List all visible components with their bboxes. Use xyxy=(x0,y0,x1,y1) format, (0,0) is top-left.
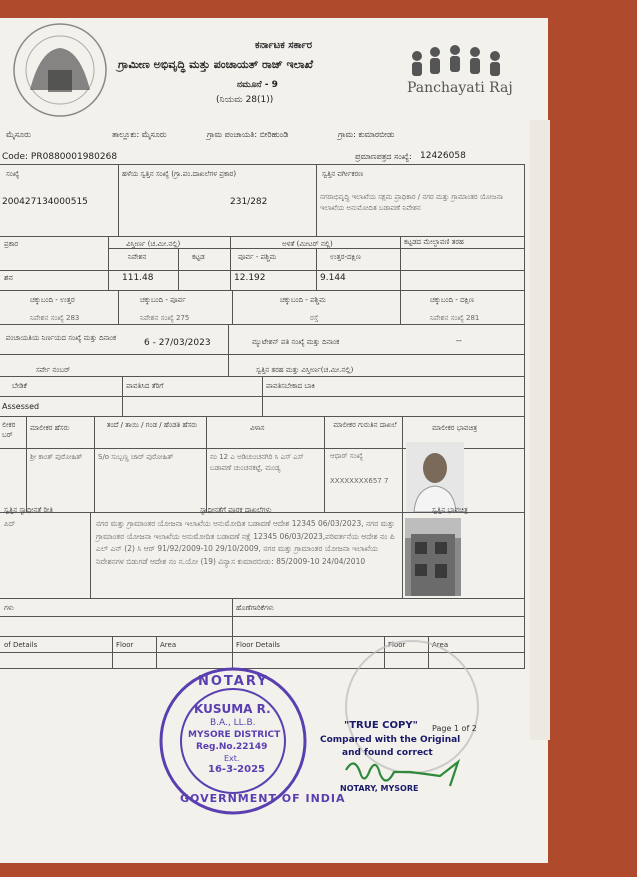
property-photo-header: ಸ್ವತ್ತಿನ ಭಾವಚಿತ್ರ xyxy=(432,506,468,514)
roof-type-header: ಕಟ್ಟಡದ ಮೇಲ್ಛಾವಣಿ ತರಹ xyxy=(404,238,464,246)
classification-value: ನಗರಾಭಿವೃದ್ಧಿ ಇಲಾಖೆಯ ಸಕ್ಷಮ ಪ್ರಾಧಿಕಾರ / ನಗರ ಮತ್ತು ಗ್ರಾಮಾಂತರ ಯೋಜನಾ ಇಲಾಖೆಯ ಅನುಮೋದಿತ ಬಡಾವಣೆ ನಿವೇಶನ xyxy=(320,193,503,212)
resolution-value: 6 - 27/03/2023 xyxy=(144,338,211,348)
south-boundary-header: ಚಕ್ಕುಬಂದಿ - ದಕ್ಷಿಣ xyxy=(430,296,475,304)
property-code: Code: PR0880001980268 xyxy=(2,152,118,162)
site-area-value: 111.48 xyxy=(122,273,154,283)
owner-photo-header: ಮಾಲೀಕರ ಭಾವಚಿತ್ರ xyxy=(432,424,478,432)
karnataka-emblem xyxy=(0,20,135,120)
compared-text: Compared with the Original xyxy=(320,735,461,745)
demand-label: ಬೇಡಿಕೆ xyxy=(12,382,27,390)
west-boundary-header: ಚಕ್ಕುಬಂದಿ - ಪಶ್ಚಿಮ xyxy=(280,296,326,304)
true-copy-text: "TRUE COPY" xyxy=(344,720,418,731)
notary-name: KUSUMA R. xyxy=(194,702,271,716)
property-id-value: 200427134000515 xyxy=(2,197,88,207)
site-subheader: ನಿವೇಶನ xyxy=(128,253,147,261)
notary-stamp xyxy=(158,666,346,816)
assessment-status: Assessed xyxy=(2,402,40,411)
form-number: ನಮೂನೆ - 9 xyxy=(237,80,278,90)
page-number: Page 1 of 2 xyxy=(432,724,477,733)
supporting-documents-value: ನಗರ ಮತ್ತು ಗ್ರಾಮಾಂತರ ಯೋಜನಾ ಇಲಾಖೆಯ ಅನುಮೋದಿತ ಬಡಾವಣೆ ಆದೇಶ 12345 06/03/2023, ನಗರ ಮತ್ತು ಗ್ರಾಮಾಂತರ ಯೋಜನಾ ಇಲಾಖೆಯ ಅನುಮೋದಿತ ಬಡಾವಣೆ ನಕ್ಷೆ 12345 06/03/2023,ಪರಿವರ್ತನೆಯ ಆದೇಶ ನಂ ಪಿ ಎಲ್ ಎನ್ (2) ಸಿ ಆರ್ 91/92/2009-10 29/10/2009, ನಗರ ಮತ್ತು ಗ್ರಾಮಾಂತರ ಯೋಜನಾ ಇಲಾಖೆಯ ನಿವೇಶನಗಳ ಬಿಡುಗಡೆ ಆದೇಶ ನಂ ನ.ಯೋ (19) ವಿನ್ಯಾಸ ಕುಮಾರಬೀಡು: 85/2009-10 24/04/2010 xyxy=(96,519,395,566)
logo-text: Panchayati Raj xyxy=(407,80,513,96)
panchayati-raj-logo xyxy=(405,44,515,104)
certificate-number: 12426058 xyxy=(420,151,466,161)
east-west-value: 12.192 xyxy=(234,273,266,283)
area-left-header: Area xyxy=(160,641,177,649)
property-id-header: ಸಂಖ್ಯೆ xyxy=(6,170,20,178)
id-document-number: XXXXXXXX657 7 xyxy=(330,477,389,485)
owner-address-value: ನಂ 12 ಎ ಅಡಿಚುಂಚನಗಿರಿ ಸಿ ಎಸ್ ಎಸ್ ಬಡಾವಣೆ ಚುಂಚನಕಟ್ಟೆ, ಮಂಡ್ಯ xyxy=(210,453,304,472)
owner-number-header: ಲೀಕರ ಬರ್ xyxy=(2,421,16,439)
misc-left-label: ಗಳು xyxy=(4,604,14,612)
relation-name-header: ತಂದೆ / ತಾಯಿ / ಗಂಡ / ಹೆಂಡತಿ ಹೆಸರು xyxy=(106,421,198,429)
balance-label: ಪಾವತಿಸಬೇಕಾದ ಬಾಕಿ xyxy=(266,382,315,390)
survey-number-label: ಸರ್ವೇ ನಂಬರ್ xyxy=(36,366,71,374)
property-type-area-label: ಸ್ವತ್ತಿನ ತರಹ ಮತ್ತು ವಿಸ್ತೀರ್ಣ(ಚ.ಮೀ.ನಲ್ಲಿ) xyxy=(256,366,354,374)
address-header: ವಿಳಾಸ xyxy=(250,424,265,432)
paid-tax-label: ಪಾವತಿಸಿದ ತೆರಿಗೆ xyxy=(126,382,164,390)
rule-number: (ನಿಯಮ 28(1)) xyxy=(216,95,274,105)
floor-details-left-header: of Details xyxy=(4,641,38,649)
district-name: ಮೈಸೂರು xyxy=(6,130,31,139)
resolution-label: ಪಂಚಾಯತಿಯ ನಿರ್ಣಯದ ಸಂಖ್ಯೆ ಮತ್ತು ದಿನಾಂಕ xyxy=(5,334,117,342)
old-property-number-header: ಹಳೆಯ ಸ್ವತ್ತಿನ ಸಂಖ್ಯೆ (ಗ್ರಾ.ಪಂ.ದಾಖಲೆಗಳ ಪ್ರಕಾರ) xyxy=(122,170,237,178)
notary-district: MYSORE DISTRICT xyxy=(188,730,281,740)
emblem-seal-icon xyxy=(0,20,135,120)
certificate-label: ಪ್ರಮಾಣಪತ್ರದ ಸಂಖ್ಯೆ: xyxy=(355,152,412,161)
south-boundary-value: ನಿವೇಶನ ಸಂಖ್ಯೆ 281 xyxy=(430,314,480,322)
mutation-label: ಮ್ಯುಟೇಶನ್ ಪತಿ ಸಂಖ್ಯೆ ಮತ್ತು ದಿನಾಂಕ xyxy=(252,338,340,346)
notary-registration: Reg.No.22149 xyxy=(196,742,268,752)
area-right-header: Area xyxy=(432,641,449,649)
notary-degree: B.A., LL.B. xyxy=(210,718,256,728)
notary-expiry-date: 16-3-2025 xyxy=(208,764,266,775)
notary-footer: NOTARY, MYSORE xyxy=(340,784,419,793)
acquisition-method-value: ಪಿದ್ xyxy=(4,520,16,528)
north-boundary-header: ಚಕ್ಕುಬಂದಿ - ಉತ್ತರ xyxy=(30,296,75,304)
owner-name-header: ಮಾಲೀಕರ ಹೆಸರು xyxy=(30,424,70,432)
dimensions-header: ಅಳತೆ (ಮೀಟರ್ ನಲ್ಲಿ) xyxy=(282,240,333,248)
east-boundary-value: ನಿವೇಶನ ಸಂಖ್ಯೆ 275 xyxy=(140,314,190,322)
area-header: ವಿಸ್ತೀರ್ಣ (ಚ.ಮೀ.ನಲ್ಲಿ) xyxy=(126,240,181,248)
notary-ring-text: GOVERNMENT OF INDIA xyxy=(180,792,346,805)
floor-right-header: Floor xyxy=(388,641,406,649)
found-correct-text: and found correct xyxy=(342,748,433,758)
underlying-sheet xyxy=(530,120,550,740)
property-type-value: ಶನ xyxy=(4,273,13,282)
floor-details-right-header: Floor Details xyxy=(236,641,280,649)
acquisition-method-header: ಸ್ವತ್ತಿನ ಸ್ವಾಧೀನತೆ ರೀತಿ xyxy=(4,506,53,514)
relation-name-value: S/o ಸುಬ್ಬಣ್ಣ ಚಾರ್ ಪುರೋಹಿತ್ xyxy=(98,453,174,461)
taluk-name: ತಾಲ್ಲೂಕು: ಮೈಸೂರು xyxy=(112,130,167,139)
owner-id-header: ಮಾಲೀಕರ ಗುರುತಿನ ದಾಖಲೆ xyxy=(333,421,397,429)
classification-header: ಸ್ವತ್ತಿನ ವರ್ಗೀಕರಣ xyxy=(322,170,364,178)
supporting-documents-header: ಸ್ವಾಧೀನತೆಗೆ ಪೂರಕ ದಾಖಲೆಗಳು xyxy=(200,506,272,514)
liabilities-label: ಹೊಣೆಗಾರಿಕೆಗಳು xyxy=(236,604,274,612)
mutation-value: -- xyxy=(456,336,462,345)
state-government-title: ಕರ್ನಾಟಕ ಸರ್ಕಾರ xyxy=(255,40,313,51)
north-south-value: 9.144 xyxy=(320,273,346,283)
owner-photo xyxy=(406,442,464,512)
north-south-subheader: ಉತ್ತರ-ದಕ್ಷಿಣ xyxy=(330,253,361,261)
notary-heading: NOTARY xyxy=(198,674,269,689)
owner-name-value: ಶ್ರೀ ಕಾಂತ್ ಪುರೋಹಿತ್ xyxy=(30,453,83,461)
west-boundary-value: ರಸ್ತೆ xyxy=(310,314,319,322)
east-boundary-header: ಚಕ್ಕುಬಂದಿ - ಪೂರ್ವ xyxy=(140,296,186,304)
people-group-icon xyxy=(405,44,515,78)
floor-left-header: Floor xyxy=(116,641,134,649)
village-name: ಗ್ರಾಮ: ಕುಮಾರಬೀಡು xyxy=(338,130,395,139)
notary-expiry-label: Ext. xyxy=(224,754,240,763)
property-type-header: ಪ್ರಕಾರ xyxy=(4,240,19,248)
old-property-number-value: 231/282 xyxy=(230,197,268,207)
east-west-subheader: ಪೂರ್ವ - ಪಶ್ಚಿಮ xyxy=(238,253,277,261)
id-document-type: ಆಧಾರ್ ಸಂಖ್ಯೆ xyxy=(330,452,363,460)
north-boundary-value: ನಿವೇಶನ ಸಂಖ್ಯೆ 283 xyxy=(30,314,80,322)
building-subheader: ಕಟ್ಟಡ xyxy=(192,253,205,261)
gram-panchayat-name: ಗ್ರಾಮ ಪಂಚಾಯತಿ: ಬೀರಿಹುಂಡಿ xyxy=(207,130,289,139)
property-photo xyxy=(405,518,461,596)
department-title: ಗ್ರಾಮೀಣ ಅಭಿವೃದ್ಧಿ ಮತ್ತು ಪಂಚಾಯತ್ ರಾಜ್ ಇಲಾಖೆ xyxy=(118,58,314,71)
